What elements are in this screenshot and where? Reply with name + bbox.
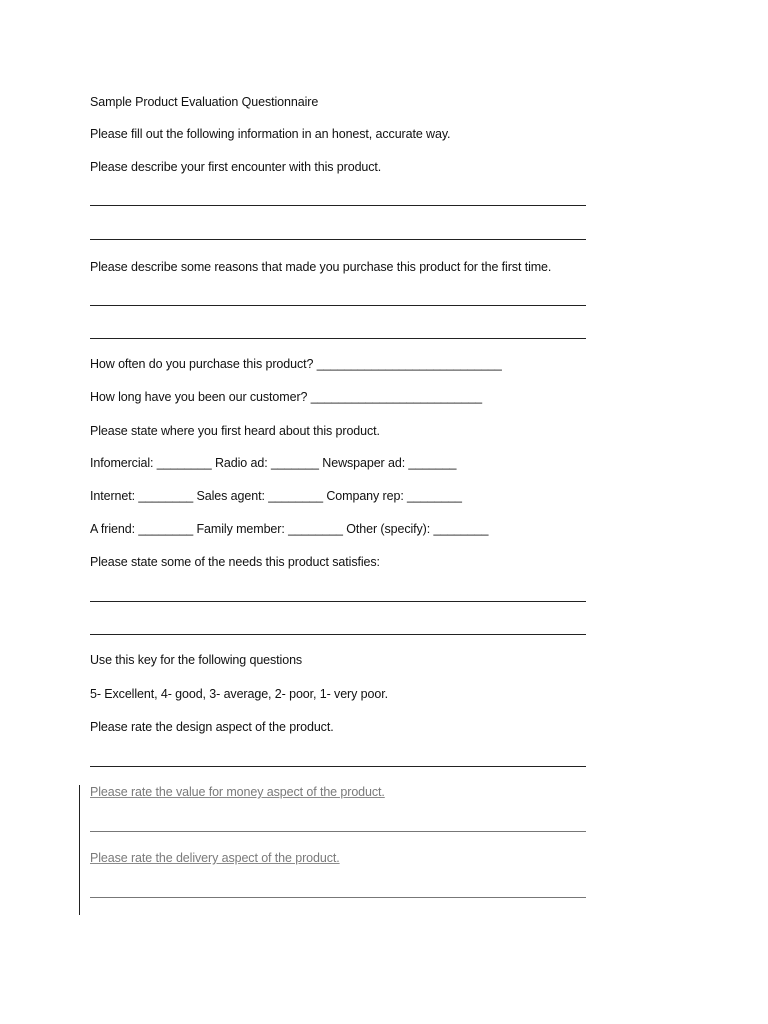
- answer-line[interactable]: [90, 831, 586, 832]
- document-title: Sample Product Evaluation Questionnaire: [90, 95, 319, 109]
- answer-line[interactable]: [90, 897, 586, 898]
- question-purchase-frequency: How often do you purchase this product? ___________________________: [90, 357, 502, 371]
- answer-line[interactable]: [90, 205, 586, 206]
- rating-key-intro: Use this key for the following questions: [90, 653, 303, 667]
- source-options-row-3: A friend: ________ Family member: ________ Other (specify): ________: [90, 522, 489, 536]
- answer-line[interactable]: [90, 338, 586, 339]
- tracked-change-bar: [79, 785, 80, 915]
- question-purchase-reasons: Please describe some reasons that made you purchase this product for the first time.: [90, 260, 552, 274]
- intro-text: Please fill out the following information in an honest, accurate way.: [90, 127, 451, 141]
- question-rate-design: Please rate the design aspect of the product.: [90, 720, 334, 734]
- question-where-heard: Please state where you first heard about this product.: [90, 424, 380, 438]
- question-first-encounter: Please describe your first encounter with this product.: [90, 160, 382, 174]
- answer-line[interactable]: [90, 766, 586, 767]
- source-options-row-2: Internet: ________ Sales agent: ________ Company rep: ________: [90, 489, 462, 503]
- answer-line[interactable]: [90, 239, 586, 240]
- source-options-row-1: Infomercial: ________ Radio ad: _______ Newspaper ad: _______: [90, 456, 457, 470]
- answer-line[interactable]: [90, 305, 586, 306]
- answer-line[interactable]: [90, 634, 586, 635]
- question-needs-satisfied: Please state some of the needs this product satisfies:: [90, 555, 380, 569]
- question-rate-delivery: Please rate the delivery aspect of the product.: [90, 851, 340, 865]
- rating-key-scale: 5- Excellent, 4- good, 3- average, 2- poor, 1- very poor.: [90, 687, 388, 701]
- question-customer-duration: How long have you been our customer? _________________________: [90, 390, 483, 404]
- question-rate-value: Please rate the value for money aspect of the product.: [90, 785, 385, 799]
- answer-line[interactable]: [90, 601, 586, 602]
